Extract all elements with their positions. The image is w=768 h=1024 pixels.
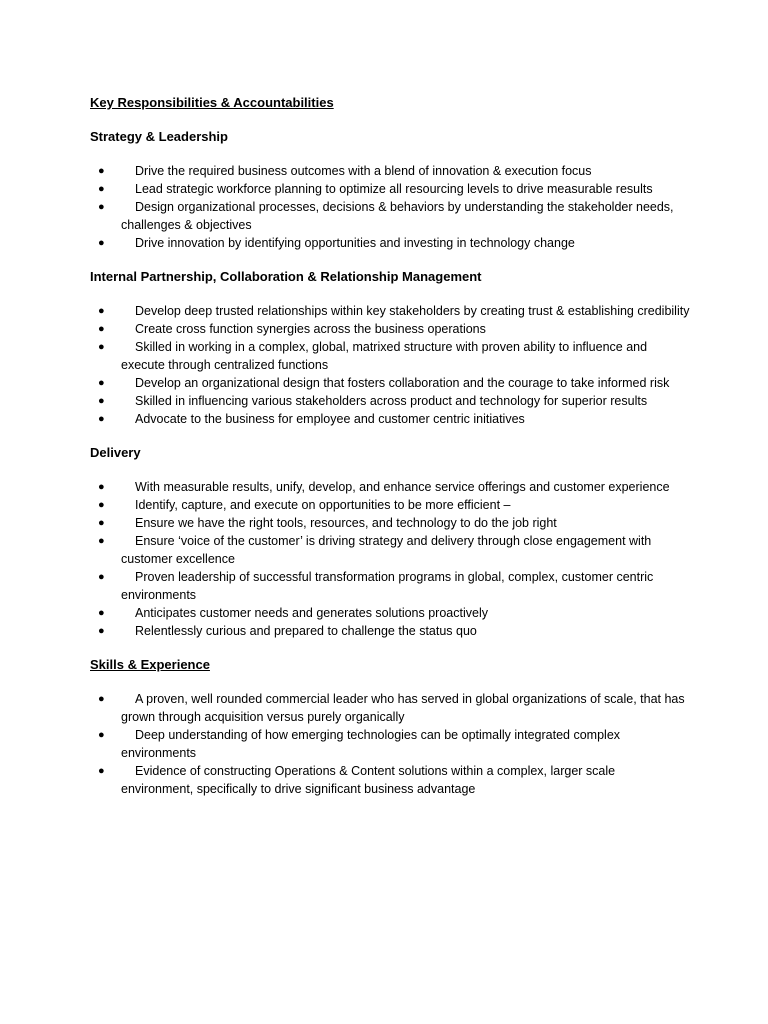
bullet-icon: ● — [98, 237, 105, 249]
bullet-icon: ● — [98, 607, 105, 619]
section — [90, 656, 690, 798]
bullet-icon: ● — [98, 571, 105, 583]
list-item — [90, 320, 690, 338]
section-heading: Skills & Experience — [90, 657, 210, 672]
list-item-text: Develop an organizational design that fosters collaboration and the courage to take informed risk — [135, 376, 670, 390]
list-item-text: Anticipates customer needs and generates solutions proactively — [135, 606, 488, 620]
bullet-list — [90, 162, 690, 252]
section-heading: Strategy & Leadership — [90, 129, 228, 144]
list-item — [90, 392, 690, 410]
bullet-icon: ● — [98, 323, 105, 335]
list-item-text: Drive innovation by identifying opportunities and investing in technology change — [135, 236, 575, 250]
list-item-text: Proven leadership of successful transformation programs in global, complex, customer centric environments — [121, 570, 654, 602]
document-page — [90, 94, 690, 814]
list-item-text: Lead strategic workforce planning to optimize all resourcing levels to drive measurable results — [135, 182, 653, 196]
sections-container — [90, 128, 690, 798]
list-item-text: A proven, well rounded commercial leader who has served in global organizations of scale, that has grown through acquisition versus purely organically — [121, 692, 685, 724]
list-item-text: Evidence of constructing Operations & Content solutions within a complex, larger scale environment, specifically to drive significant business advantage — [121, 764, 616, 796]
bullet-icon: ● — [98, 693, 105, 705]
list-item-text: Ensure ‘voice of the customer’ is driving strategy and delivery through close engagement with customer excellence — [121, 534, 652, 566]
list-item — [90, 690, 690, 726]
bullet-icon: ● — [98, 165, 105, 177]
list-item — [90, 496, 690, 514]
list-item — [90, 604, 690, 622]
section — [90, 268, 690, 428]
list-item — [90, 568, 690, 604]
section — [90, 444, 690, 640]
section — [90, 128, 690, 252]
list-item — [90, 162, 690, 180]
list-item — [90, 302, 690, 320]
bullet-icon: ● — [98, 201, 105, 213]
list-item-text: Advocate to the business for employee and customer centric initiatives — [135, 412, 525, 426]
bullet-icon: ● — [98, 535, 105, 547]
list-item-text: Deep understanding of how emerging technologies can be optimally integrated complex environments — [121, 728, 621, 760]
list-item-text: Drive the required business outcomes with a blend of innovation & execution focus — [135, 164, 592, 178]
list-item — [90, 234, 690, 252]
bullet-icon: ● — [98, 499, 105, 511]
section-heading: Internal Partnership, Collaboration & Relationship Management — [90, 269, 482, 284]
section-heading: Delivery — [90, 445, 141, 460]
list-item-text: Relentlessly curious and prepared to challenge the status quo — [135, 624, 477, 638]
document-title: Key Responsibilities & Accountabilities — [90, 95, 334, 110]
list-item — [90, 762, 690, 798]
bullet-icon: ● — [98, 183, 105, 195]
bullet-list — [90, 690, 690, 798]
bullet-icon: ● — [98, 395, 105, 407]
list-item — [90, 478, 690, 496]
bullet-icon: ● — [98, 305, 105, 317]
list-item-text: Design organizational processes, decisions & behaviors by understanding the stakeholder needs, challenges & objectives — [121, 200, 674, 232]
list-item — [90, 726, 690, 762]
bullet-list — [90, 302, 690, 428]
bullet-icon: ● — [98, 729, 105, 741]
list-item — [90, 532, 690, 568]
bullet-icon: ● — [98, 341, 105, 353]
list-item-text: Develop deep trusted relationships within key stakeholders by creating trust & establishing credibility — [135, 304, 690, 318]
list-item-text: Ensure we have the right tools, resources, and technology to do the job right — [135, 516, 557, 530]
list-item-text: Skilled in influencing various stakeholders across product and technology for superior results — [135, 394, 648, 408]
list-item — [90, 374, 690, 392]
bullet-icon: ● — [98, 517, 105, 529]
list-item — [90, 180, 690, 198]
bullet-list — [90, 478, 690, 640]
bullet-icon: ● — [98, 413, 105, 425]
bullet-icon: ● — [98, 765, 105, 777]
list-item — [90, 514, 690, 532]
list-item — [90, 198, 690, 234]
list-item — [90, 338, 690, 374]
bullet-icon: ● — [98, 625, 105, 637]
list-item — [90, 410, 690, 428]
bullet-icon: ● — [98, 377, 105, 389]
list-item-text: Create cross function synergies across the business operations — [135, 322, 486, 336]
list-item-text: With measurable results, unify, develop, and enhance service offerings and customer experience — [135, 480, 670, 494]
list-item-text: Skilled in working in a complex, global, matrixed structure with proven ability to influence and execute through centralized functions — [121, 340, 648, 372]
list-item — [90, 622, 690, 640]
list-item-text: Identify, capture, and execute on opportunities to be more efficient – — [135, 498, 511, 512]
bullet-icon: ● — [98, 481, 105, 493]
